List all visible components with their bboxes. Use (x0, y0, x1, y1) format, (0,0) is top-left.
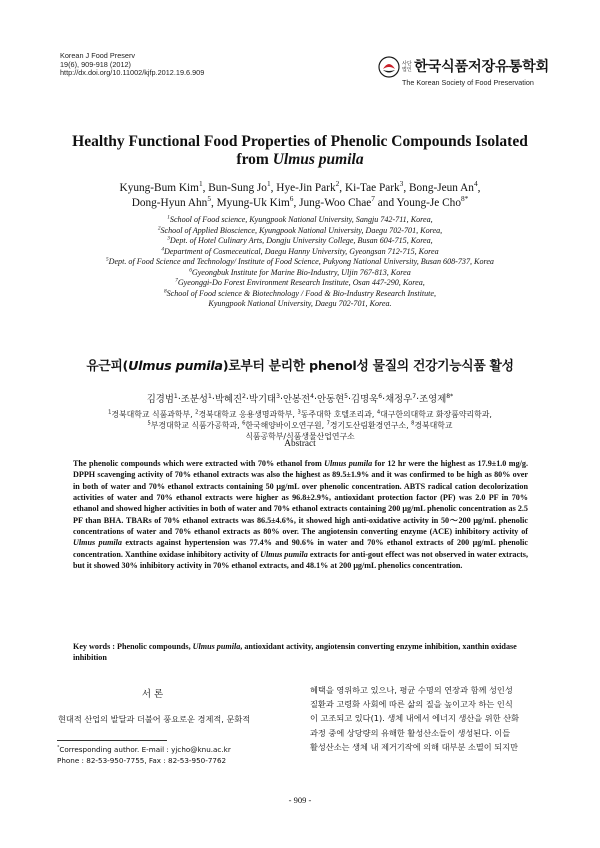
author-separator: , (477, 182, 481, 194)
intro-right-line: 과정 중에 상당량의 유해한 활성산소들이 생성된다. 이들 (310, 727, 511, 738)
abstract-text: extracts for anti-gout effect was not observed in water extracts, but it showed 30% inhibitory activity in 70% ethanol extracts, and 48.1% at 200 μg/mL phenolics concentration. (73, 549, 529, 571)
author-name: Hye-Jin Park (276, 182, 336, 194)
title-line-2 (40, 151, 560, 169)
author-line-1 (40, 181, 560, 196)
korean-author-separator: · (177, 394, 181, 405)
author-affil-mark: 1 (198, 179, 203, 189)
author-name: Kyung-Bum Kim (119, 182, 199, 194)
korean-affiliation-text: 대구한의대학교 화장품약리학과, (380, 410, 492, 419)
author-name: Ki-Tae Park (344, 182, 400, 194)
author-name: Young-Je Cho (396, 197, 461, 210)
korean-author-mark: 5 (344, 392, 349, 400)
intro-left-line: 현대적 산업의 발달과 더불어 풍요로운 경제적, 문화적 (58, 714, 251, 724)
society-small-label: 사단법인 (402, 61, 412, 73)
korean-author-name: 박혜진 (214, 394, 243, 405)
affiliation-line (20, 215, 580, 226)
affiliation-mark: 5 (106, 256, 109, 263)
author-affil-mark: 3 (399, 179, 404, 189)
korean-author-list (40, 391, 560, 405)
author-separator: , (403, 182, 409, 194)
keywords (73, 641, 528, 663)
affiliation-line (20, 289, 580, 300)
author-name: Jung-Woo Chae (299, 197, 372, 210)
affiliation-text: Department of Cosmeceutical, Daegu Hanny University, Gyeongsan 712-715, Korea (164, 246, 439, 256)
author-name: Bun-Sung Jo (208, 182, 267, 194)
korean-author-mark: 6 (378, 392, 383, 400)
affiliation-text: Gyeongbuk Institute for Marine Bio-Industry, Uljin 767-813, Korea (191, 267, 411, 277)
keyword-text: , antioxidant activity, angiotensin converting enzyme inhibition, xanthin oxidase inhibition (73, 642, 517, 663)
author-separator: and (374, 197, 397, 210)
paper-title (40, 133, 560, 169)
korean-affiliation-mark: 8 (411, 420, 415, 427)
korean-author-separator: · (416, 394, 420, 405)
title-line-1: Healthy Functional Food Properties of Phenolic Compounds Isolated (72, 133, 528, 150)
footnote-line-1 (57, 744, 287, 755)
korean-affiliation-text: 식품공학부/식품생물산업연구소 (245, 432, 355, 441)
korean-author-separator: · (382, 394, 386, 405)
intro-right-line: 이 고조되고 있다(1). 생체 내에서 에너지 생산을 위한 산화 (310, 713, 520, 724)
korean-affiliation-mark: 4 (376, 409, 381, 416)
abstract-text: extracts against hypertension was 77.4% and 90.6% in water and 70% ethanol extracts of 200 μg/mL phenolic concentration. Xanthine oxidase inhibitory activity of (73, 538, 528, 559)
title-species: Ulmus pumila (272, 151, 364, 168)
korean-author-name: 조분성 (180, 394, 208, 405)
korean-author-mark: 3 (276, 392, 280, 400)
affiliation-mark: 7 (175, 277, 178, 284)
intro-right-line: 질환과 고령화 사회에 따른 삶의 질을 높이고자 하는 인식 (310, 699, 513, 710)
korean-author-separator: · (279, 394, 283, 405)
korean-author-mark: 1 (207, 392, 212, 400)
korean-author-separator: · (348, 394, 352, 405)
journal-doi[interactable]: http://dx.doi.org/10.11002/kjfp.2012.19.6.909 (60, 68, 205, 78)
intro-right-line: 혜택을 영위하고 있으나, 평균 수명의 연장과 함께 성인성 (310, 685, 513, 695)
korean-affiliation-mark: 2 (195, 409, 199, 416)
author-separator: , (339, 182, 345, 194)
korean-affiliation-text: 경북대학교 식품과학부, (111, 410, 196, 419)
affiliation-line (20, 268, 580, 279)
korean-author-name: 조영제 (419, 394, 447, 405)
journal-header (60, 52, 204, 78)
affiliation-line (20, 278, 580, 289)
korean-author-name: 채정우 (385, 394, 413, 405)
korean-affiliation-text: 부경대학교 식품가공학과, (150, 421, 243, 430)
korean-affiliation-text: 한국해양바이오연구원, (245, 421, 327, 430)
affiliation-text: School of Applied Bioscience, Kyungpook National University, Daegu 702-701, Korea, (160, 225, 443, 235)
korean-affiliation-mark: 3 (297, 409, 301, 416)
author-affil-mark: 2 (335, 179, 340, 189)
korean-author-mark: 7 (412, 392, 417, 400)
society-name-kr: 한국식품저장유통학회 (414, 59, 550, 75)
author-name: Myung-Uk Kim (216, 197, 290, 210)
korean-author-mark: 1 (173, 392, 178, 400)
author-name: Dong-Hyun Ahn (131, 197, 208, 210)
affiliation-text: School of Food science, Kyungpook National University, Sangju 742-711, Korea, (169, 215, 433, 224)
author-affil-mark: 7 (371, 194, 375, 204)
author-affil-mark: 4 (473, 179, 478, 189)
korean-affiliation-text: 경기도산림환경연구소, (329, 421, 412, 430)
intro-right-line: 활성산소는 생체 내 제거기작에 의해 대부분 소멸이 되지만 (310, 741, 519, 752)
footnote-mark: * (57, 745, 60, 751)
affiliation-line (20, 236, 580, 247)
affiliation-text: Kyungpook National University, Daegu 702-701, Korea. (208, 299, 392, 308)
korean-affiliation-line (40, 409, 560, 420)
korean-author-mark: 4 (310, 392, 314, 400)
affiliation-list (20, 215, 580, 310)
author-affil-mark: 6 (289, 194, 294, 204)
korean-affiliation-line (40, 420, 560, 431)
korean-affiliation-text: 경북대학교 응용생명과학부, (198, 410, 298, 419)
korean-author-name: 안동현 (316, 394, 345, 405)
korean-affiliation-mark: 7 (326, 420, 330, 427)
korean-author-separator: · (245, 394, 249, 405)
korean-affiliation-mark: 5 (147, 420, 151, 427)
footnote (57, 744, 287, 766)
author-name: Bong-Jeun An (409, 182, 474, 194)
author-separator: , (202, 182, 209, 194)
species-name: Ulmus pumila (260, 549, 308, 559)
affiliation-text: Dept. of Hotel Culinary Arts, Dongju University College, Busan 604-715, Korea, (169, 236, 433, 245)
affiliation-line (20, 226, 580, 237)
korean-affiliation-list (40, 409, 560, 442)
author-affil-mark: 1 (266, 179, 271, 189)
species-name: Ulmus pumila (73, 538, 122, 548)
society-emblem-icon (378, 56, 400, 78)
korean-author-name: 박기태 (248, 394, 277, 405)
affiliation-line (20, 257, 580, 268)
author-affil-mark: 8* (460, 194, 469, 204)
author-line-2 (40, 196, 560, 211)
intro-right-column (310, 683, 552, 754)
author-affil-mark: 5 (207, 194, 211, 204)
korean-author-separator: · (211, 394, 215, 405)
society-name-en: The Korean Society of Food Preservation (402, 78, 534, 87)
affiliation-line (20, 247, 580, 258)
affiliation-mark: 6 (189, 266, 192, 273)
korean-title-prefix: 유근피( (86, 359, 129, 374)
affiliation-text: Gyeonggi-Do Forest Environment Research Institute, Osan 447-290, Korea, (177, 278, 425, 287)
affiliation-mark: 1 (167, 214, 170, 221)
korean-title-species: Ulmus pumila (128, 359, 223, 374)
title-line-2-prefix: from (236, 151, 273, 168)
affiliation-text: School of Food science & Biotechnology / Food & Bio-Industry Research Institute, (166, 288, 437, 298)
korean-author-name: 안봉전 (282, 394, 311, 405)
journal-issue: 19(6), 909-918 (2012) (60, 59, 131, 69)
author-separator: , (293, 197, 300, 210)
korean-affiliation-mark: 1 (108, 409, 112, 416)
affiliation-mark: 3 (167, 235, 170, 242)
korean-affiliation-mark: 6 (242, 420, 246, 427)
korean-affiliation-text: 경북대학교 (414, 421, 453, 430)
affiliation-mark: 2 (157, 224, 161, 231)
species-name: Ulmus pumila (324, 459, 373, 468)
korean-author-name: 김경범 (146, 394, 174, 405)
author-list (40, 181, 560, 211)
korean-title-suffix: )로부터 분리한 phenol성 물질의 건강기능식품 활성 (222, 359, 514, 374)
keyword-text: Key words : Phenolic compounds, (73, 642, 193, 651)
abstract-text: for 12 hr were the highest as 17.9±1.0 mg/g. DPPH scavenging activity of 70% ethanol extracts was also the highest as 89.5±1.9% and it was confirmed to be high as 80% over in both of water and 70% ethanol extracts containing 50 μg/mL over phenolic concentration. ABTS radical cation decolorization activities of water and 70% ethanol extracts were higher as 96.8±2.9%, antioxidant protection factor (PF) was 2.0 PF in 70% ethanol and showed higher activities in both of water and 70% ethanol extracts containing 200 μg/mL phenolic concentration as 2.5 PF than BHA. TBARs of 70% ethanol extracts was 86.5±4.6%, it showed high anti-oxidative activity in 50～200 μg/mL phenolic concentrations of water and 70% ethanol extracts as 80% over. The angiotensin converting enzyme (ACE) inhibitory activity of (73, 459, 528, 537)
society-logo (378, 56, 550, 90)
footnote-line-2: Phone : 82-53-950-7755, Fax : 82-53-950-7762 (57, 756, 227, 765)
page-number: - 909 - (288, 795, 312, 805)
footnote-email: Corresponding author. E-mail : yjcho@knu.ac.kr (59, 745, 231, 754)
abstract-body (73, 458, 528, 571)
korean-author-mark: 8* (446, 392, 454, 400)
footnote-rule (57, 740, 167, 741)
author-separator: , (270, 182, 277, 194)
korean-affiliation-text: 동주대학 호텔조리과, (300, 410, 377, 419)
korean-author-separator: · (314, 394, 317, 405)
abstract-heading: Abstract (284, 439, 316, 449)
affiliation-mark: 4 (161, 245, 164, 252)
journal-name: Korean J Food Preserv (60, 51, 136, 60)
intro-heading: 서 론 (141, 689, 164, 700)
affiliation-line (20, 299, 580, 310)
keyword-species: Ulmus pumila (192, 642, 241, 651)
abstract-text: The phenolic compounds which were extracted with 70% ethanol from (73, 459, 325, 468)
korean-author-mark: 2 (242, 392, 246, 400)
korean-author-name: 김명욱 (351, 394, 379, 405)
korean-title (40, 355, 560, 374)
author-separator: , (210, 197, 217, 210)
affiliation-text: Dept. of Food Science and Technology/ Institute of Food Science, Pukyong National University, Busan 608-737, Korea (108, 257, 494, 266)
affiliation-mark: 8 (163, 287, 167, 294)
